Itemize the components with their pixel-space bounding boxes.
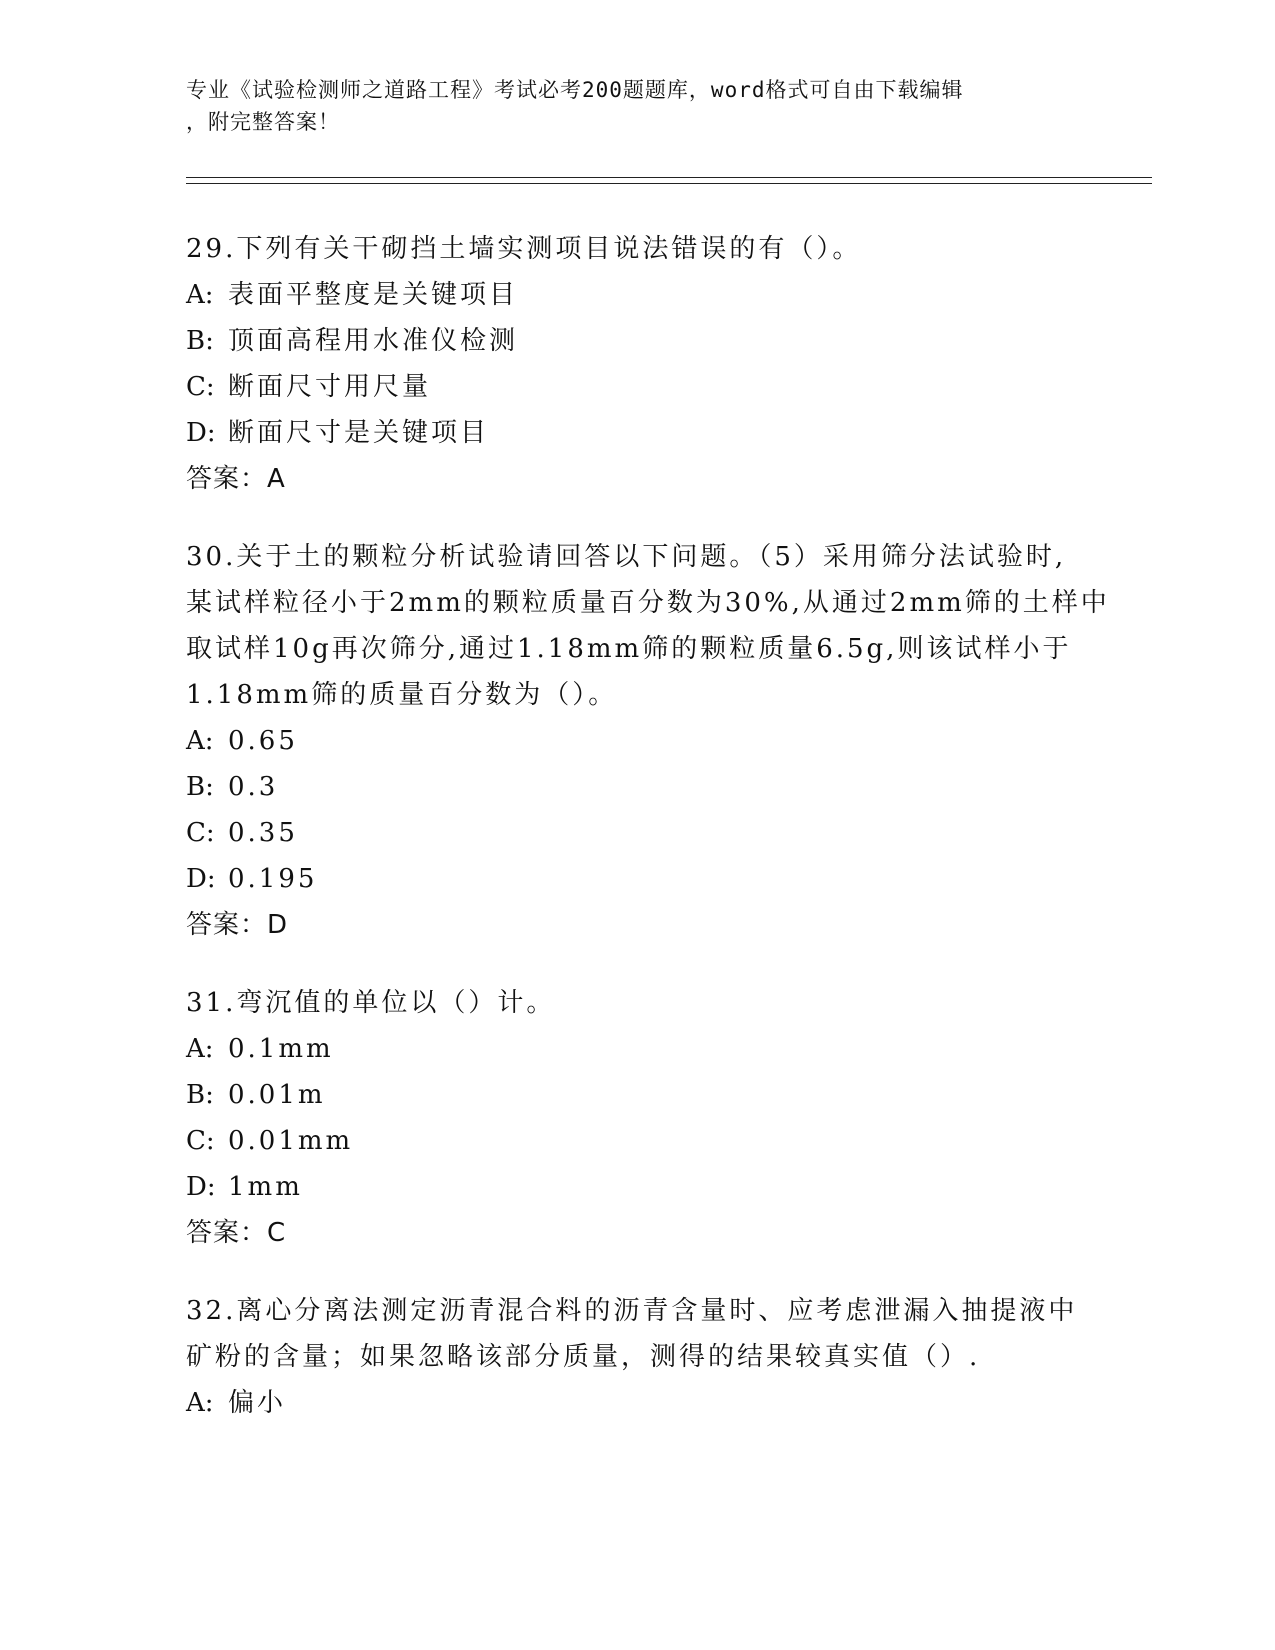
option-label: C: [186,818,215,848]
option-text: 顶面高程用水准仪检测 [228,326,519,356]
option-d [186,856,1086,902]
header-line: ，附完整答案！ [186,110,340,134]
option-a [186,272,1086,318]
question-30 [186,534,1110,948]
option-text: 表面平整度是关键项目 [228,280,519,310]
option-a [186,718,1086,764]
question-32 [186,1288,1086,1426]
header-line: 专业《试验检测师之道路工程》考试必考200题题库，word格式可自由下载编辑 [186,78,964,102]
question-text: 矿粉的含量；如果忽略该部分质量，测得的结果较真实值（）. [186,1342,981,1372]
option-label: C: [186,372,215,402]
option-d [186,410,1086,456]
option-d [186,1164,1086,1210]
question-text: 1.18mm筛的质量百分数为（）。 [186,680,618,710]
option-label: A: [186,1034,214,1064]
option-label: D: [186,1172,216,1202]
option-label: D: [186,864,216,894]
question-29 [186,226,1086,502]
option-text: 0.01m [228,1080,326,1110]
option-text: 0.01mm [228,1126,354,1156]
option-label: B: [186,326,214,356]
option-b [186,764,1086,810]
option-c [186,1118,1086,1164]
header-divider [186,177,1152,178]
option-b [186,1072,1086,1118]
option-text: 断面尺寸用尺量 [228,372,432,402]
option-label: B: [186,1080,214,1110]
option-label: B: [186,772,214,802]
option-a [186,1026,1086,1072]
option-text: 断面尺寸是关键项目 [228,418,490,448]
option-label: A: [186,280,214,310]
question-text: 取试样10g再次筛分,通过1.18mm筛的颗粒质量6.5g,则该试样小于 [186,634,1072,664]
option-label: C: [186,1126,215,1156]
option-text: 0.3 [228,772,279,802]
option-label: D: [186,418,216,448]
question-text: 31.弯沉值的单位以（）计。 [186,988,556,1018]
question-text: 29.下列有关干砌挡土墙实测项目说法错误的有（）。 [186,234,862,264]
document-header [186,74,1066,138]
option-label: A: [186,726,214,756]
header-divider [186,183,1152,184]
answer: 答案：D [186,910,289,940]
question-text: 30.关于土的颗粒分析试验请回答以下问题。（5）采用筛分法试验时, [186,542,1067,572]
option-c [186,364,1086,410]
option-text: 1mm [228,1172,303,1202]
question-31 [186,980,1086,1256]
question-text: 32.离心分离法测定沥青混合料的沥青含量时、应考虑泄漏入抽提液中 [186,1296,1078,1326]
option-text: 0.65 [228,726,298,756]
option-c [186,810,1086,856]
question-list [186,226,1110,1458]
option-text: 偏小 [228,1388,287,1418]
answer: 答案：C [186,1218,287,1248]
option-text: 0.1mm [228,1034,334,1064]
answer: 答案：A [186,464,286,494]
option-b [186,318,1086,364]
option-a [186,1380,1086,1426]
question-text: 某试样粒径小于2mm的颗粒质量百分数为30%,从通过2mm筛的土样中 [186,588,1110,618]
option-label: A: [186,1388,214,1418]
option-text: 0.195 [228,864,318,894]
option-text: 0.35 [228,818,298,848]
